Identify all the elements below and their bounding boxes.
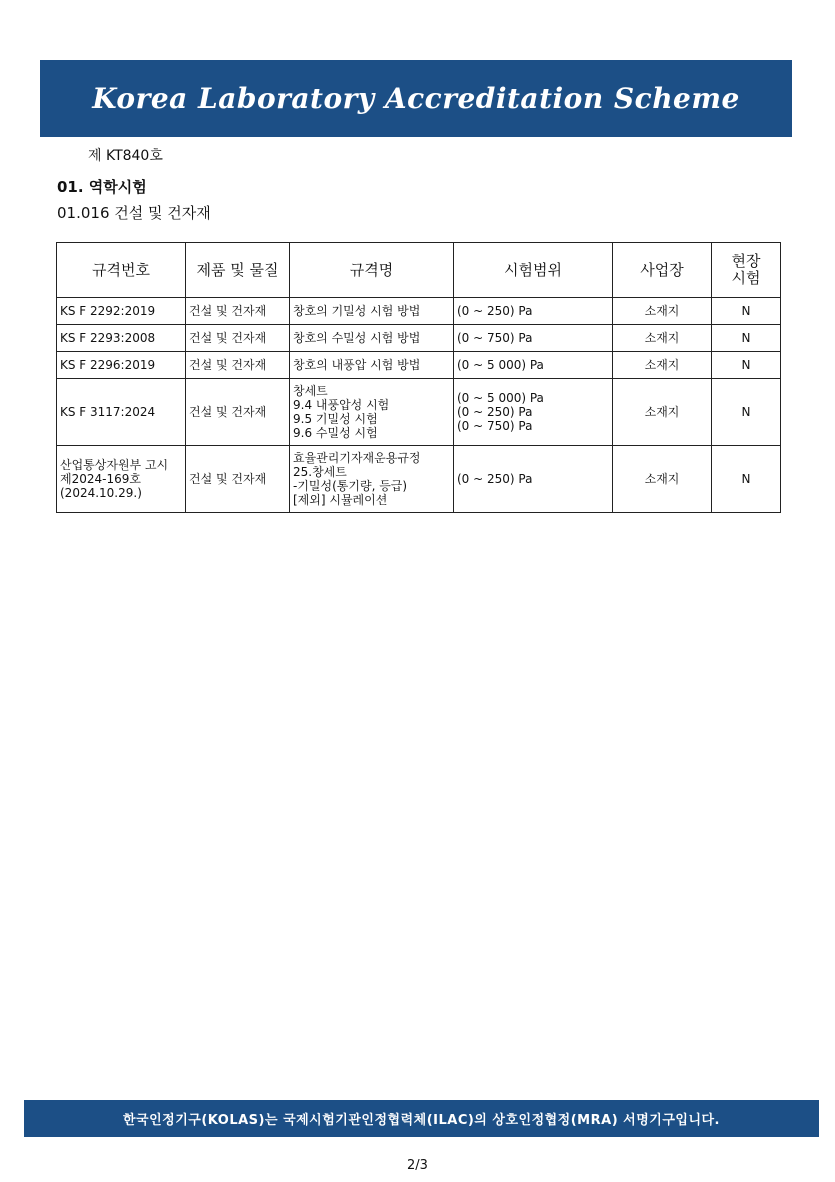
cell-onsite-test: N <box>712 298 781 325</box>
cell-onsite-test: N <box>712 379 781 446</box>
cell-onsite-test: N <box>712 325 781 352</box>
footer-banner <box>24 1100 819 1137</box>
cell-test-range: (0 ~ 250) Pa <box>454 298 613 325</box>
cell-test-range: (0 ~ 5 000) Pa <box>454 352 613 379</box>
cell-standard-number: 산업통상자원부 고시 제2024-169호 (2024.10.29.) <box>57 446 186 513</box>
header-test-range: 시험범위 <box>454 243 613 298</box>
cell-product-material: 건설 및 건자재 <box>186 446 290 513</box>
cell-standard-number: KS F 2296:2019 <box>57 352 186 379</box>
cell-standard-name: 창호의 기밀성 시험 방법 <box>290 298 454 325</box>
table-row <box>57 352 781 379</box>
cell-product-material: 건설 및 건자재 <box>186 379 290 446</box>
cell-standard-name: 창호의 내풍압 시험 방법 <box>290 352 454 379</box>
footer-text: 한국인정기구(KOLAS)는 국제시험기관인정협력체(ILAC)의 상호인정협정(MRA) 서명기구입니다. <box>123 1113 720 1128</box>
table-row <box>57 325 781 352</box>
cell-product-material: 건설 및 건자재 <box>186 352 290 379</box>
header-banner <box>40 60 792 137</box>
cell-test-range: (0 ~ 750) Pa <box>454 325 613 352</box>
cell-business-site: 소재지 <box>613 298 712 325</box>
table-row <box>57 446 781 513</box>
cell-onsite-test: N <box>712 352 781 379</box>
section-title: 01. 역학시험 <box>57 178 147 196</box>
cell-business-site: 소재지 <box>613 379 712 446</box>
page-number: 2/3 <box>407 1158 428 1173</box>
cell-standard-name: 창호의 수밀성 시험 방법 <box>290 325 454 352</box>
cell-standard-name: 효율관리기자재운용규정 25.창세트 -기밀성(통기량, 등급) [제외] 시뮬레이션 <box>290 446 454 513</box>
subsection-title: 01.016 건설 및 건자재 <box>57 204 211 222</box>
cell-onsite-test: N <box>712 446 781 513</box>
cell-test-range: (0 ~ 250) Pa <box>454 446 613 513</box>
header-standard-number: 규격번호 <box>57 243 186 298</box>
header-onsite-test: 현장 시험 <box>712 243 781 298</box>
cell-product-material: 건설 및 건자재 <box>186 325 290 352</box>
cell-standard-name: 창세트 9.4 내풍압성 시험 9.5 기밀성 시험 9.6 수밀성 시험 <box>290 379 454 446</box>
table-header-row <box>57 243 781 298</box>
cell-standard-number: KS F 3117:2024 <box>57 379 186 446</box>
cell-business-site: 소재지 <box>613 325 712 352</box>
table-row <box>57 298 781 325</box>
header-standard-name: 규격명 <box>290 243 454 298</box>
cell-business-site: 소재지 <box>613 446 712 513</box>
certificate-number: 제 KT840호 <box>88 148 163 164</box>
cell-product-material: 건설 및 건자재 <box>186 298 290 325</box>
cell-business-site: 소재지 <box>613 352 712 379</box>
header-title: Korea Laboratory Accreditation Scheme <box>92 82 740 115</box>
table-row <box>57 379 781 446</box>
accreditation-scope-table <box>56 242 781 513</box>
header-product-material: 제품 및 물질 <box>186 243 290 298</box>
header-business-site: 사업장 <box>613 243 712 298</box>
cell-test-range: (0 ~ 5 000) Pa (0 ~ 250) Pa (0 ~ 750) Pa <box>454 379 613 446</box>
cell-standard-number: KS F 2293:2008 <box>57 325 186 352</box>
cell-standard-number: KS F 2292:2019 <box>57 298 186 325</box>
